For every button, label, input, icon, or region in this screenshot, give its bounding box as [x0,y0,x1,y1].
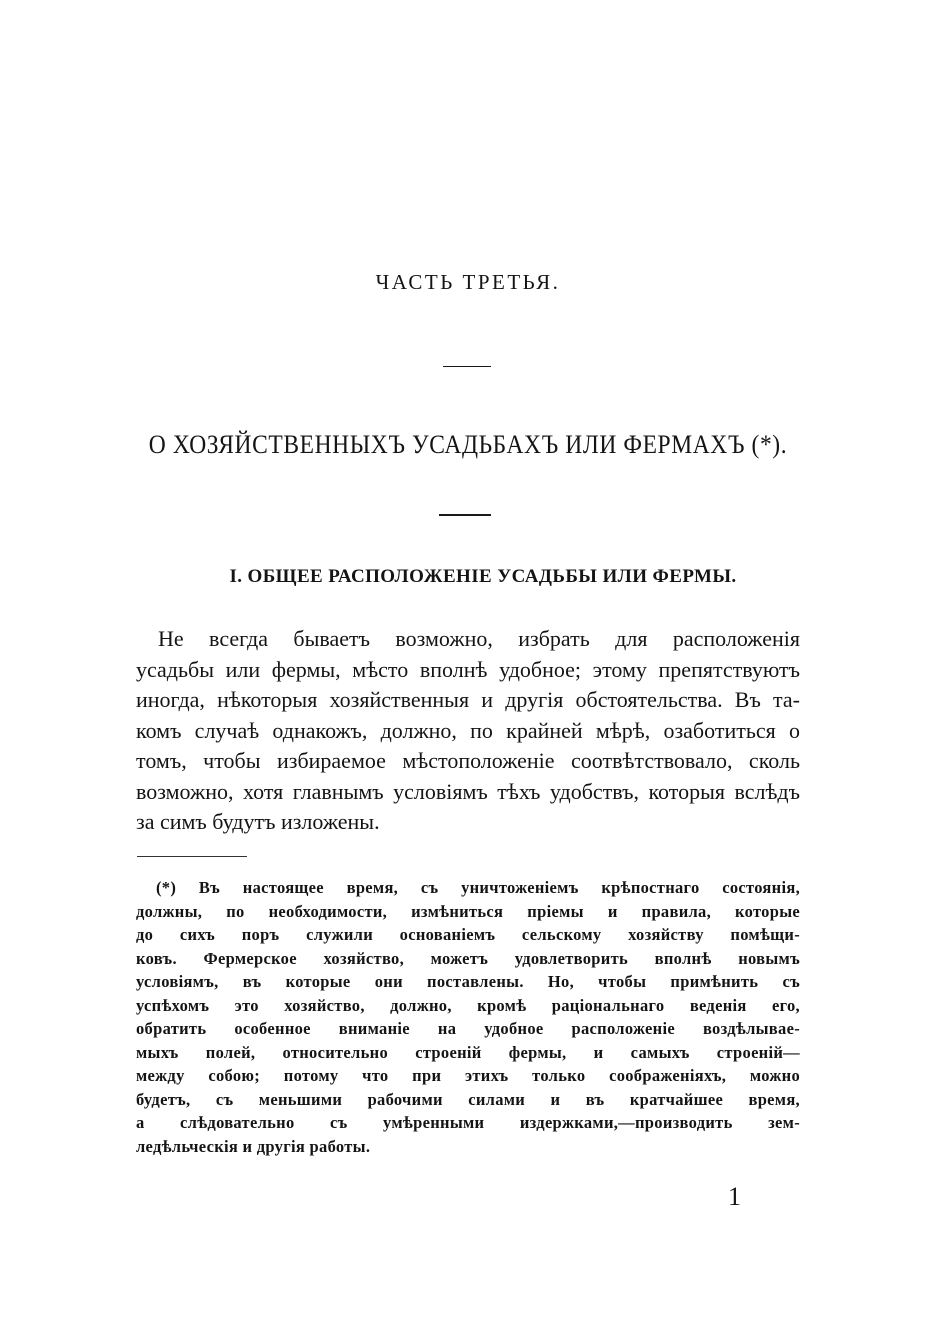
footnote-line: ковъ. Фермерское хозяйство, можетъ удовлетворить вполнѣ новымъ [136,948,800,968]
footnote-line: будетъ, съ меньшими рабочими силами и въ кратчайшее время, [136,1089,800,1109]
footnote-line: условіямъ, въ которые они поставлены. Но, чтобы примѣнить съ [136,972,800,991]
footnote-line: между собою; потому что при этихъ только соображеніяхъ, можно [136,1066,800,1085]
footnote-line: успѣхомъ это хозяйство, должно, кромѣ раціональнаго веденія его, [136,995,800,1015]
body-line: усадьбы или фермы, мѣсто вполнѣ удобное; этому препятствуютъ [136,656,800,682]
body-line: томъ, чтобы избираемое мѣстоположеніе соотвѣтствовало, сколь [136,748,800,773]
body-line: комъ случаѣ однакожъ, должно, по крайней мѣрѣ, озаботиться о [136,717,800,743]
part-title: ЧАСТЬ ТРЕТЬЯ. [375,270,561,294]
footnote [136,876,800,1158]
body-paragraph [136,624,800,838]
footnote-line: мыхъ полей, относительно строеній фермы, и самыхъ строеній— [136,1042,800,1062]
page-number: 1 [728,1182,741,1211]
section-title: I. ОБЩЕЕ РАСПОЛОЖЕНІЕ УСАДЬБЫ ИЛИ ФЕРМЫ. [229,566,737,587]
footnote-divider [137,856,247,857]
chapter-title: О ХОЗЯЙСТВЕННЫХЪ УСАДЬБАХЪ ИЛИ ФЕРМАХЪ (*). [148,430,788,460]
title-divider-top [443,366,491,367]
body-line: иногда, нѣкоторыя хозяйственныя и другія обстоятельства. Въ та- [136,687,800,712]
footnote-line: должны, по необходимости, измѣниться пріемы и правила, которые [136,901,800,921]
body-line: возможно, хотя главнымъ условіямъ тѣхъ удобствъ, которыя вслѣдъ [136,778,800,804]
footnote-line: обратить особенное вниманіе на удобное расположеніе воздѣлывае- [136,1019,800,1038]
body-line: за симъ будутъ изложены. [136,809,380,834]
body-line: Не всегда бываетъ возможно, избрать для расположенія [158,626,800,651]
footnote-line: ледѣльческія и другія работы. [136,1136,371,1156]
footnote-line: до сихъ поръ служили основаніемъ сельскому хозяйству помѣщи- [136,925,800,944]
footnote-line: (*) Въ настоящее время, съ уничтоженіемъ крѣпостнаго состоянія, [156,878,800,897]
footnote-line: а слѣдовательно съ умѣренными издержками,—производить зем- [136,1113,800,1132]
title-divider-bottom [439,514,491,516]
